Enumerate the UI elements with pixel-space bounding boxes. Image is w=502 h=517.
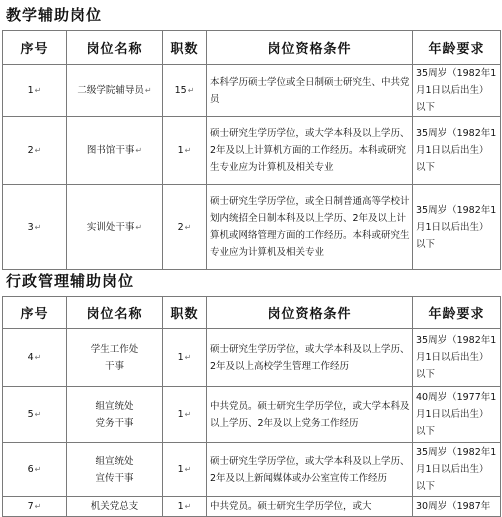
cell-age: 40周岁（1977年1月1日以后出生）以下: [413, 387, 501, 443]
cell-count: 1↵: [163, 497, 207, 517]
cell-age: 35周岁（1982年1月1日以后出生）以下: [413, 117, 501, 185]
cell-name: 二级学院辅导员↵: [67, 65, 163, 117]
table-row: [3, 387, 501, 443]
header-age: 年龄要求: [413, 297, 501, 329]
cell-age: 35周岁（1982年1月1日以后出生）以下: [413, 65, 501, 117]
cell-conditions: 硕士研究生学历学位，或全日制普通高等学校计划内统招全日制本科及以上学历、2年及以上计算机或网络管理方面的工作经历。本科或研究生专业应为计算机及相关专业: [207, 185, 413, 270]
cell-count: 1↵: [163, 443, 207, 497]
cell-conditions: 本科学历硕士学位或全日制硕士研究生、中共党员: [207, 65, 413, 117]
header-no: 序号: [3, 31, 67, 65]
cell-name: 学生工作处 干事: [67, 329, 163, 387]
cell-no: 1↵: [3, 65, 67, 117]
header-no: 序号: [3, 297, 67, 329]
cell-no: 3↵: [3, 185, 67, 270]
cell-name: 机关党总支: [67, 497, 163, 517]
cell-count: 1↵: [163, 117, 207, 185]
cell-count: 2↵: [163, 185, 207, 270]
cell-name: 组宣统处 党务干事: [67, 387, 163, 443]
table-row: [3, 497, 501, 517]
table-row: [3, 117, 501, 185]
cell-no: 5↵: [3, 387, 67, 443]
section-title-admin: 行政管理辅助岗位: [6, 272, 135, 290]
table-row: [3, 65, 501, 117]
cell-no: 7↵: [3, 497, 67, 517]
header-conditions: 岗位资格条件: [207, 31, 413, 65]
teaching-positions-table: [2, 30, 501, 270]
cell-age: 35周岁（1982年1月1日以后出生）以下: [413, 443, 501, 497]
header-count: 职数: [163, 31, 207, 65]
section-title-teaching: 教学辅助岗位: [6, 6, 103, 24]
header-name: 岗位名称: [67, 31, 163, 65]
header-conditions: 岗位资格条件: [207, 297, 413, 329]
table-header-row: [3, 297, 501, 329]
header-name: 岗位名称: [67, 297, 163, 329]
cell-name: 组宣统处 宣传干事: [67, 443, 163, 497]
cell-age: 35周岁（1982年1月1日以后出生）以下: [413, 185, 501, 270]
cell-conditions: 中共党员。硕士研究生学历学位，或大学本科及以上学历、2年及以上党务工作经历: [207, 387, 413, 443]
cell-age: 30周岁（1987年: [413, 497, 501, 517]
table-row: [3, 443, 501, 497]
header-age: 年龄要求: [413, 31, 501, 65]
cell-name: 实训处干事↵: [67, 185, 163, 270]
cell-count: 1↵: [163, 329, 207, 387]
cell-count: 15↵: [163, 65, 207, 117]
table-header-row: [3, 31, 501, 65]
cell-count: 1↵: [163, 387, 207, 443]
cell-conditions: 硕士研究生学历学位，或大学本科及以上学历、2年及以上新闻媒体或办公室宣传工作经历: [207, 443, 413, 497]
cell-no: 4↵: [3, 329, 67, 387]
cell-conditions: 硕士研究生学历学位，或大学本科及以上学历、2年及以上高校学生管理工作经历: [207, 329, 413, 387]
table-row: [3, 329, 501, 387]
cell-name: 图书馆干事↵: [67, 117, 163, 185]
cell-no: 2↵: [3, 117, 67, 185]
admin-positions-table: [2, 296, 501, 517]
table-row: [3, 185, 501, 270]
cell-conditions: 中共党员。硕士研究生学历学位，或大: [207, 497, 413, 517]
cell-age: 35周岁（1982年1月1日以后出生）以下: [413, 329, 501, 387]
cell-conditions: 硕士研究生学历学位，或大学本科及以上学历、2年及以上计算机方面的工作经历。本科或研究生专业应为计算机及相关专业: [207, 117, 413, 185]
header-count: 职数: [163, 297, 207, 329]
cell-no: 6↵: [3, 443, 67, 497]
